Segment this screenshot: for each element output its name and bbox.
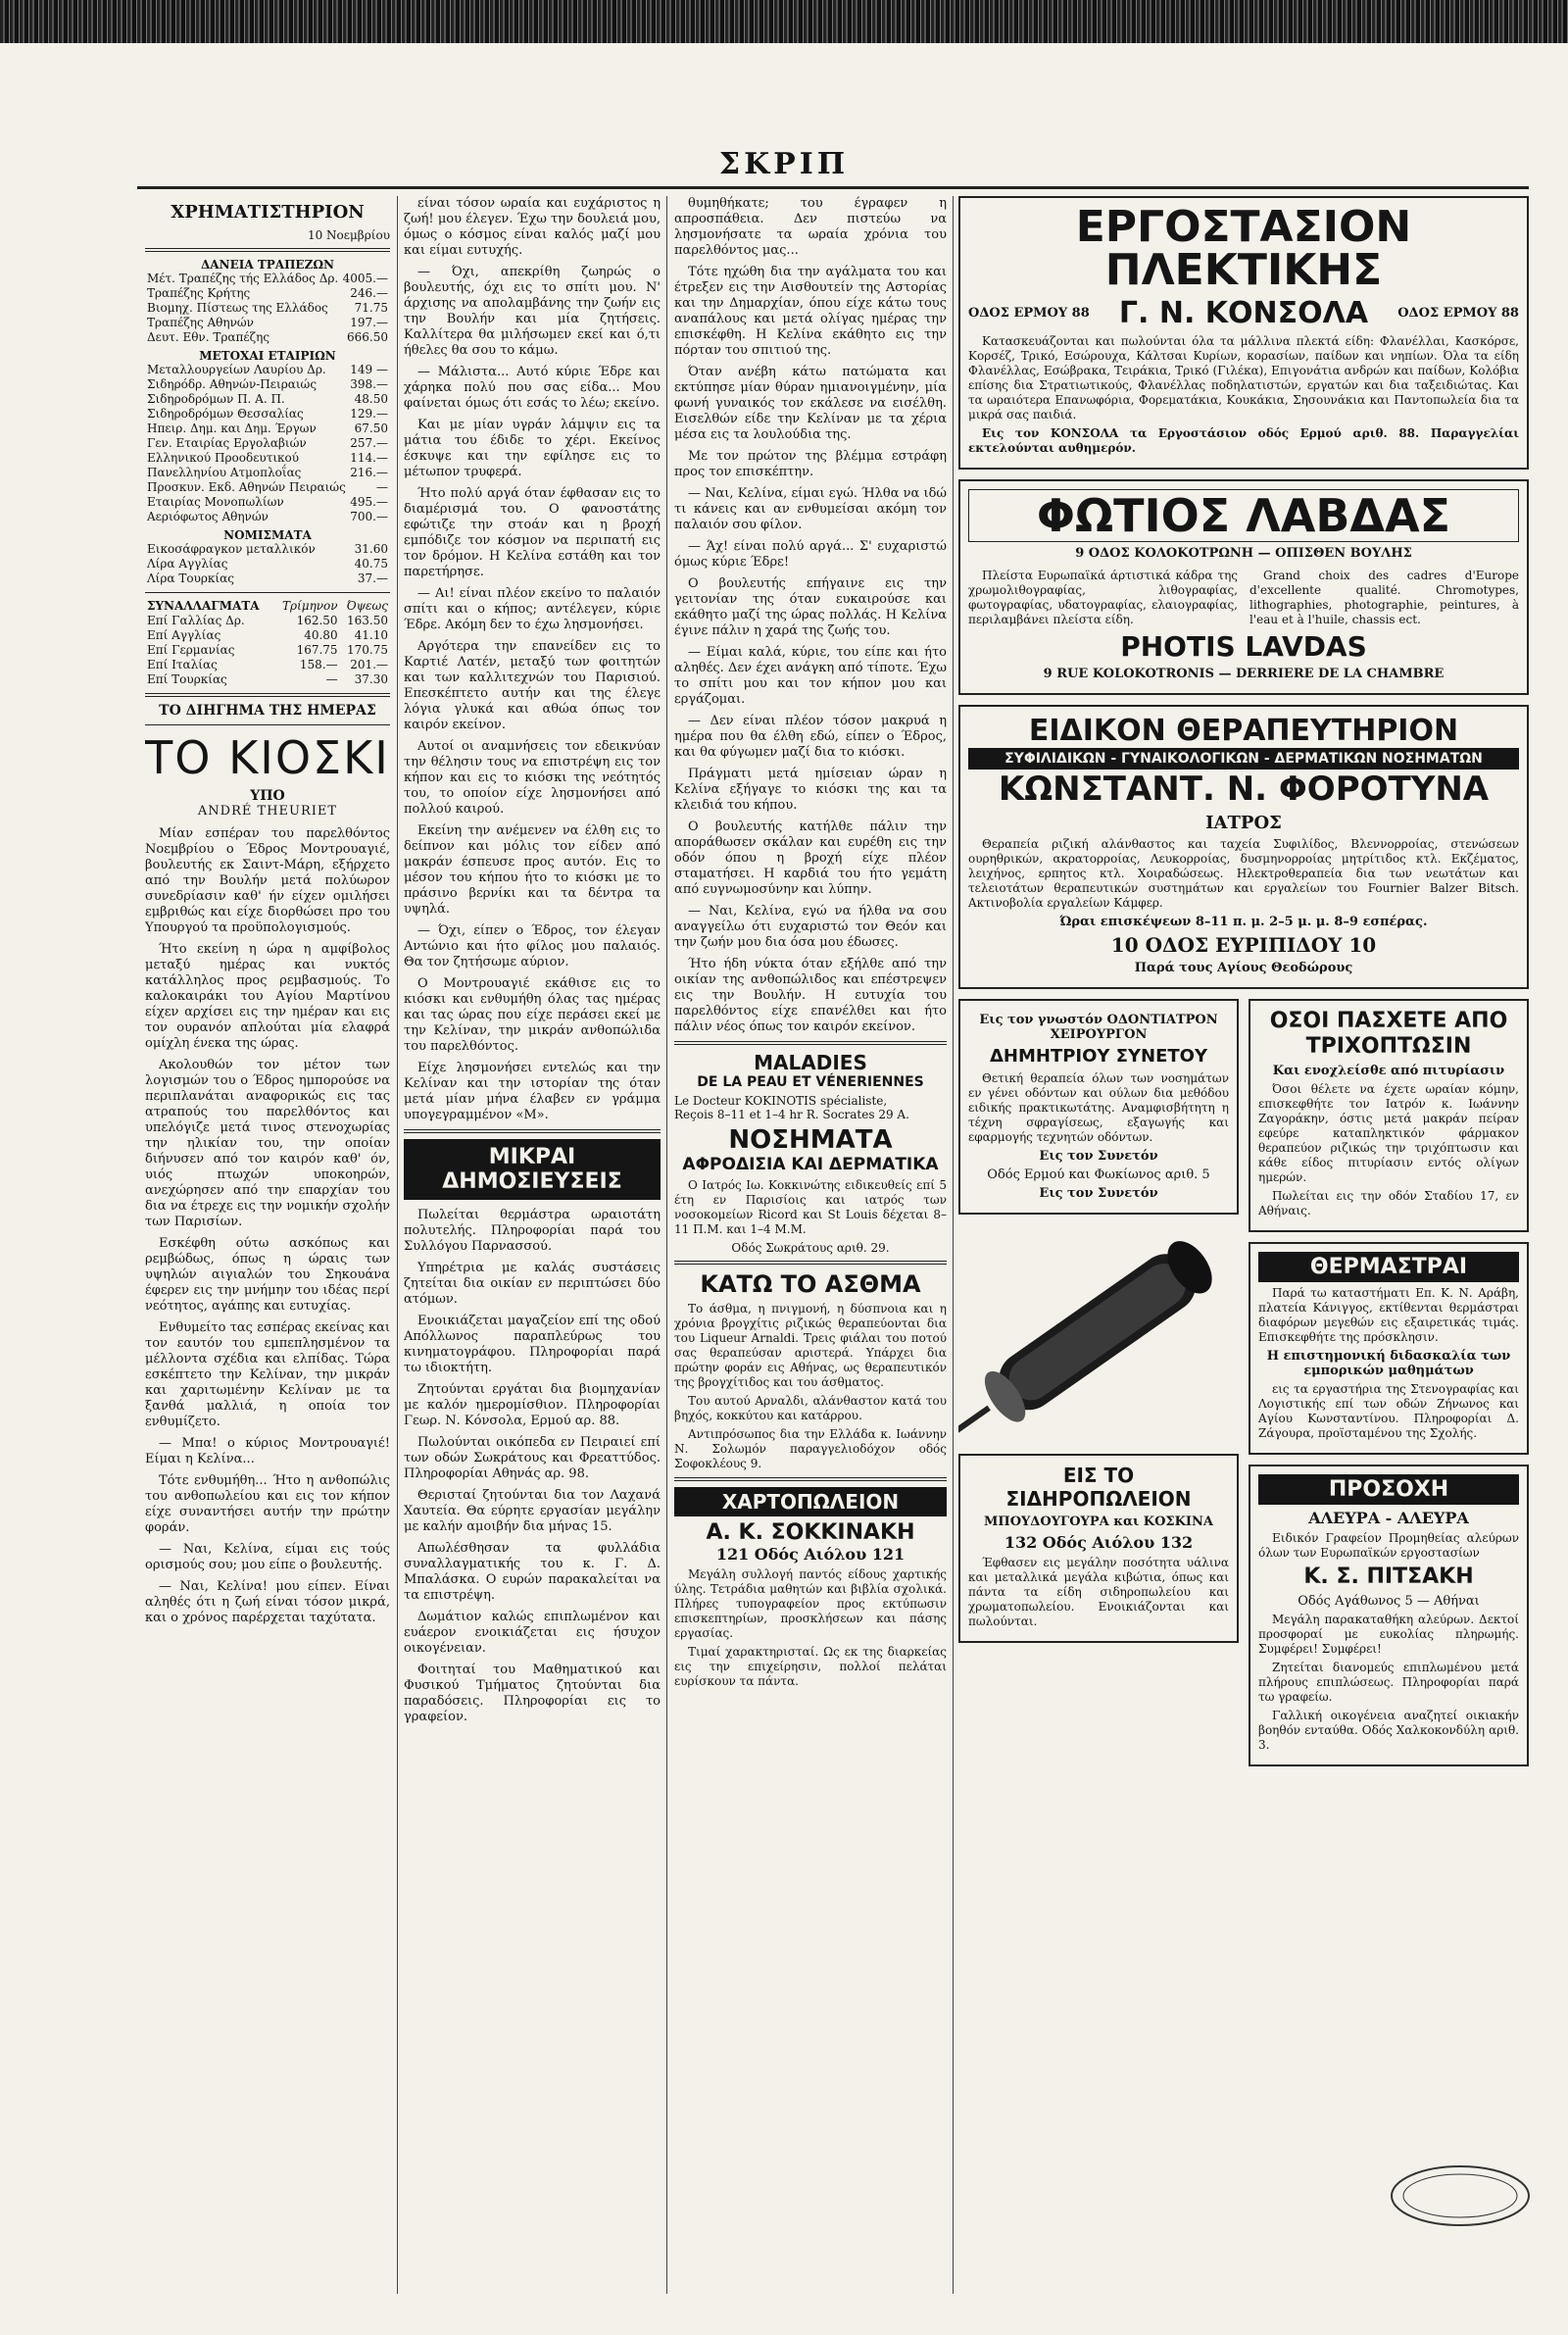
story-paragraph: — Ναι, Κελίνα! μου είπεν. Είναι αληθές ότι η ζωή είναι τόσον μικρά, και ο χρόνος παρέρχεται ταχύτατα. [145,1579,390,1625]
row-label: Γεν. Εταιρίας Εργολαβιών [147,436,307,450]
asthma-dealer: Αντιπρόσωπος δια την Ελλάδα κ. Ιωάννην Ν. Σολωμόν παραγγελιοδόχον οδός Σοφοκλέους 9. [674,1427,947,1470]
flour-line: Ειδικόν Γραφείον Προμηθείας αλεύρων όλων των Ευρωπαϊκών εργοστασίων [1258,1531,1519,1560]
row-value-sight: 37.30 [354,672,388,686]
table-row [145,301,390,316]
table-row [145,658,390,672]
story-paragraph: Και με μίαν υγράν λάμψιν εις τα μάτια του έδιδε το χέρι. Εκείνος έσκυψε και την εφίλησε εις το μέτωπον τρυφερά. [404,418,661,479]
row-value: 666.50 [347,330,388,344]
divider [145,693,390,697]
story-paragraph: Τότε ενθυμήθη... Ήτο η ανθοπώλις του ανθοπωλείου και εις τον κήπον είχε συναντήσει αυτήν την πρώτην φοράν. [145,1473,390,1535]
flour-sub: ΑΛΕΥΡΑ - ΑΛΕΥΡΑ [1308,1509,1469,1527]
row-label: Δευτ. Εθν. Τραπέζης [147,330,270,344]
story-paragraph: — Άχ! είναι πολύ αργά... Σ' ευχαριστώ όμως κύριε Έδρε! [674,539,947,570]
table-row [145,571,390,586]
column-4 [958,196,1529,2304]
trolley-body: Έφθασεν εις μεγάλην ποσότητα υάλινα και μεταλλικά μεγάλα κιβώτια, όπως και πάντα τα είδη σιδηροπωλείου και χρωματοπωλείου. Ενοικιάζονται και πωλούνται. [968,1556,1229,1628]
clinic-hours: Ώραι επισκέψεων 8–11 π. μ. 2–5 μ. μ. 8–9 εσπέρας. [1059,915,1428,929]
flour-extra: Μεγάλη παρακαταθήκη αλεύρων. Δεκτοί προσφοραί με ευκολίας πληρωμής. Συμφέρει! Συμφέρει! [1258,1613,1519,1656]
story-paragraph: Εκείνη την ανέμενεν να έλθη εις το δείπνον και μόλις τον είδεν από μακράν έσπευσε προς αυτόν. Εις το μέσον του κήπου ήτο το κιόσκι με το πράσινο βερνίκι και τα δέντρα τα υψηλά. [404,823,661,917]
divider [404,1129,661,1133]
row-value: 71.75 [354,301,388,315]
shares-heading: ΜΕΤΟΧΑΙ ΕΤΑΙΡΙΩΝ [199,349,336,363]
row-label: Ηπειρ. Δημ. και Δημ. Έργων [147,422,317,435]
row-label: Σιδηρόδρ. Αθηνών-Πειραιώς [147,377,318,391]
row-value-three-month: 158.— [299,658,338,671]
notice-item: Πωλείται θερμάστρα ωραιοτάτη πολυτελής. Πληροφορίαι παρά του Συλλόγου Παρνασσού. [404,1208,661,1254]
row-value-sight: 163.50 [347,614,388,627]
notice-item: Θερισταί ζητούνται δια τον Λαχανά Χαυτεία. Θα εύρητε εργασίαν μεγάλην με καλήν αμοιβήν δια μήνας 15. [404,1488,661,1534]
frames-address-french: 9 RUE KOLOKOTRONIS — DERRIERE DE LA CHAMBRE [1043,667,1445,681]
divider [145,592,390,593]
table-row [145,480,390,495]
hair-sub: Και ενοχλείσθε από πιτυρίασιν [1272,1064,1505,1078]
column-1 [145,196,390,2304]
divider [145,724,390,725]
story-paragraph: Μίαν εσπέραν του παρελθόντος Νοεμβρίου ο Έδρος Μοντρουαγιέ, βουλευτής εκ Σαιντ-Μάρη, εξήρχετο από την Βουλήν μετά πολύωρον συνεδρίασιν καθ' ήν είχεν ομιλήσει εμβριθώς και είχε διορθώσει προ του Υπουργού τα προϋπολογισμούς. [145,826,390,935]
column-3 [674,196,947,2304]
paper-body: Μεγάλη συλλογή παντός είδους χαρτικής ύλης. Τετράδια μαθητών και βιβλία σχολικά. Πλήρες τυπογραφείον προς εκτύπωσιν επισκεπτηρίων, προσκλήσεων και πάσης εργασίας. [674,1567,947,1640]
school-title: Η επιστημονική διδασκαλία των εμπορικών μαθημάτων [1266,1349,1511,1378]
clinic-landmark: Παρά τους Αγίους Θεοδώρους [1134,961,1353,975]
story-paragraph: Αργότερα την επανείδεν εις το Καρτιέ Λατέν, μεταξύ των φοιτητών και των καλλιτεχνών του Παρισιού. Επεσκέπτετο αυτήν και της έλεγε λόγια γλυκά και αθώα όπως τον καιρόν εκείνον. [404,639,661,732]
frames-text-french: Grand choix des cadres d'Europe d'excellente qualité. Chromotypes, lithographies, photographie, peintures, à l'eau et à l'huile, chassis ect. [1250,569,1519,626]
clinic-address: 10 ΟΔΟΣ ΕΥΡΙΠΙΔΟΥ 10 [1110,933,1377,957]
row-label: Μέτ. Τραπέζης τής Ελλάδος Δρ. [147,272,339,285]
story-paragraph: — Ναι, Κελίνα, είμαι εις τούς ορισμούς σου; μου είπε ο βουλευτής. [145,1542,390,1572]
frames-address: 9 ΟΔΟΣ ΚΟΛΟΚΟΤΡΩΝΗ — ΟΠΙΣΘΕΝ ΒΟΥΛΗΣ [1075,546,1412,561]
row-label: Τραπέζης Αθηνών [147,316,254,329]
table-row [145,495,390,510]
story-paragraph: — Μάλιστα... Αυτό κύριε Έδρε και χάρηκα πολύ που σας είδα... Μου φαίνεται όμως ότι εσάς το λέω; εκείνο. [404,365,661,411]
row-value: 495.— [350,495,388,509]
ad-hair [1249,999,1529,1232]
table-row [145,466,390,480]
asthma-body: Το άσθμα, η πνιγμονή, η δύσπνοια και η χρόνια βρογχίτις ριζικώς θεραπεύονται δια του Liqueur Arnaldi. Τρεις φιάλαι του ποτού σας θεραπεύσαν αριστερά. Υπάρχει δια πρώτην φοράν εις Αθήνας, ως θεραπευτικόν της βρογχίτιδος και του άσθματος. [674,1302,947,1389]
story-continued [404,196,661,1123]
flour-merchant: Κ. Σ. ΠΙΤΣΑΚΗ [1303,1565,1474,1589]
fx-col-three-month: Τρίμηνον [282,599,338,613]
table-row [145,557,390,571]
trolley-address: 132 Οδός Αιόλου 132 [1004,1533,1194,1552]
table-row [145,436,390,451]
ad-clinic [958,705,1529,989]
notice-item: Δωμάτιον καλώς επιπλωμένον και ευάερον ενοικιάζεται εις ήσυχον οικογένειαν. [404,1610,661,1656]
table-row [145,614,390,628]
story-paragraph: — Ναι, Κελίνα, εγώ να ήλθα να σου αναγγείλω ότι ευχαριστώ τον Θεόν και την ζωήν μου δια όσα μου έδωσες. [674,904,947,950]
table-row [145,643,390,658]
row-value-sight: 201.— [350,658,388,671]
divider [674,1041,947,1045]
divider [674,1261,947,1265]
ad-knitwear [958,196,1529,470]
story-paragraph: — Ναι, Κελίνα, είμαι εγώ. Ήλθα να ιδώ τι κάνεις και αν ενθυμείσαι ακόμη τον παλαιόν σου φίλον. [674,486,947,532]
clinic-title: ΕΙΔΙΚΟΝ ΘΕΡΑΠΕΥΤΗΡΙΟΝ [1028,714,1459,748]
row-value: 149 — [350,363,388,376]
story-paragraph: Αυτοί οι αναμνήσεις τον εδεικνύαν την θέλησιν τους να επιστρέψη εις τον κήπον και εις το κιόσκι της νεότητός του, το οποίον είχε λησμονήσει από πολλού καιρού. [404,739,661,817]
knit-body: Κατασκευάζονται και πωλούνται όλα τα μάλλινα πλεκτά είδη: Φλανέλλαι, Κασκόρσε, Κορσέζ, Τρικό, Εσώρουχα, Κάλτσαι Κυρίων, κορασίων, παίδων και νηπίων. Όλα τα είδη Φλανέλλας, Εσώβρακα, Τειράκια, Τρικό (Γιλέκα), Επιγονάτια ανδρών και παίδων, Κολόβια επίσης δια Στρατιωτικούς, Φλανέλλας ποδηλατιστών, εργατών και δια ταξειδιώτας. Και τα ωραιότερα Επανωφόρια, Φορεματάκια, Κουκάκια, Σησουνάκια και Παντοπωλεία δια τα μικρά σας παιδιά. [968,334,1519,422]
fx-table [145,599,390,687]
story-paragraph: Πράγματι μετά ημίσειαν ώραν η Κελίνα εξήγαγε το κιόσκι της και τα κλειδιά του κήπου. [674,767,947,813]
scan-edge [0,0,1568,43]
row-value: 216.— [350,466,388,479]
story-paragraph: Με τον πρώτον της βλέμμα εστράφη προς τον επισκέπτην. [674,449,947,479]
story-paragraph: — Αι! είναι πλέον εκείνο το παλαιόν σπίτι και ο κήπος; αντέλεγεν, κύριε Έδρε. Ακόμη δεν το έχω λησμονήσει. [404,586,661,632]
ad-trolley [958,1454,1239,1643]
table-row [145,510,390,524]
row-label: Σιδηροδρόμων Π. Α. Π. [147,392,285,406]
hair-title: ΟΣΟΙ ΠΑΣΧΕΤΕ ΑΠΟ ΤΡΙΧΟΠΤΩΣΙΝ [1269,1009,1508,1059]
ad-maladies [674,1051,947,1255]
maladies-doctor: Le Docteur KOKINOTIS spécialiste, [674,1094,888,1108]
story-paragraph: — Είμαι καλά, κύριε, του είπε και ήτο αληθές. Δεν έχει ανάγκη από τίποτε. Έχω το σπίτι μου και τον κήπον μου και εργάζομαι. [674,645,947,707]
row-label: Επί Αγγλίας [147,628,221,642]
column-divider [666,196,667,2294]
column-2 [404,196,661,2304]
paper-title: ΧΑΡΤΟΠΩΛΕΙΟΝ [674,1487,947,1516]
row-value-three-month: 162.50 [296,614,338,627]
page-rule [137,186,1529,189]
table-row [145,330,390,345]
story-paragraph: Όταν ανέβη κάτω πατώματα και εκτύπησε μίαν θύραν ημιανοιγμένην, μία φωνή γυναικός τον εκάλεσε να εισέλθη. Εισελθών είδε την Κελίναν με τα χέρια μέσα εις τα λουλούδια της. [674,365,947,442]
story-paragraph: Εσκέφθη ούτω ασκόπως και ρεμβώδως, όπως η ώραις των υψηλών αιγιαλών του Σηκουάνα έφερεν εις την μνήμην του ιδέας περί νεότητος, αγάπης και ευτυχίας. [145,1236,390,1314]
table-row [145,451,390,466]
knit-title: ΕΡΓΟΣΤΑΣΙΟΝ ΠΛΕΚΤΙΚΗΣ [1075,202,1412,295]
row-label: Ελληνικού Προοδευτικού [147,451,300,465]
clinic-doctor: ΚΩΝΣΤΑΝΤ. Ν. ΦΟΡΟΤΥΝΑ [998,770,1490,809]
row-value: 700.— [350,510,388,523]
table-row [145,377,390,392]
story-paragraph: Τότε ηχώθη δια την αγάλματα του και έτρεξεν εις την Αισθουτείν της Αστορίας και την Δημαρχίαν, όπου είχε κάτω τους αναπάλους και μετά ολίγας ημέρας την επισκέφθη. Η Κελίνα εκάθητο εις την πόρταν του σπιτιού της. [674,265,947,358]
dentist-footer-3: Εις τον Συνετόν [1039,1186,1158,1201]
paper-name: Α. Κ. ΣΟΚΚΙΝΑΚΗ [706,1520,915,1545]
fx-col-sight: Όψεως [346,599,388,613]
row-label: Επί Ιταλίας [147,658,218,671]
row-value-three-month: — [325,672,338,686]
row-value: 246.— [350,286,388,300]
divider [145,248,390,252]
diseases-addr: Οδός Σωκράτους αριθ. 29. [731,1241,890,1255]
asthma-title: ΚΑΤΩ ΤΟ ΑΣΘΜΑ [700,1270,921,1298]
masthead: ΣΚΡΙΠ [718,147,850,181]
table-row [145,542,390,557]
coins-heading: ΝΟΜΙΣΜΑΤΑ [223,528,312,542]
row-value: 37.— [357,571,388,585]
row-label: Σιδηροδρόμων Θεσσαλίας [147,407,304,421]
row-label: Πανελληνίου Ατμοπλοΐας [147,466,302,479]
table-row [145,392,390,407]
story-paragraph: Ακολουθών τον μέτον των λογισμών του ο Έδρος ημπορούσε να περιπλανάται αναφορικώς εις τας ατραπούς του παρελθόντος και υπελόγιζε μετά τινος στενοχωρίας την ηλικίαν του, την οποίαν διήνυσεν από τον καιρόν καθ' όν, υιός πτωχών υποκοηρών, ανεχώρησεν από την επαρχίαν του δια να έτρεχε εις την νομικήν σχολήν των Παρισίων. [145,1058,390,1229]
wanted-notice: Ζητείται διανομεύς επιπλωμένου μετά πλήρους επιπλώσεως. Πληροφορίαι παρά τω γραφείω. [1258,1661,1519,1704]
row-value: 40.75 [354,557,388,571]
table-row [145,628,390,643]
notice-item: Υπηρέτρια με καλάς συστάσεις ζητείται δια οικίαν εν περιπτώσει δύο ατόμων. [404,1261,661,1307]
ad-frames [958,479,1529,695]
story-author: ANDRÉ THEURIET [197,804,338,819]
trolley-illustration [958,1224,1239,1450]
story-ending [674,196,947,1035]
clinic-body: Θεραπεία ριζική αλάνθαστος και ταχεία Συφιλίδος, Βλεννορροίας, στενώσεων ουρηθρικών, ακρατορροίας, Λευκορροίας, δυσμηνορροίας μητρίτιδος κτλ. Εκζέματος, λειχήνος, ερπητος κτλ. Χοιραδώσεως. Ηλεκτροθεραπεία δια των νεωτάτων και τελειοτάτων θεραπευτικών συστημάτων και εργαλείων του Fournier Balzer Bitsch. Ακτινοβολία εργαλείων Κάμφερ. [968,837,1519,910]
story-paragraph: Είχε λησμονήσει εντελώς και την Κελίναν και την ιστορίαν της όταν μετά μίαν μήνα έλαβεν εν γράμμα υπογεγραμμένον «Μ». [404,1061,661,1122]
table-row [145,422,390,436]
school-body: εις τα εργαστήρια της Στενογραφίας και Λογιστικής επί των οδών Ζήνωνος και Αγίου Κωνσταντίνου. Πληροφορίαι Δ. Ζάγουρα, προϊσταμένου της Σχολής. [1258,1382,1519,1440]
coins-table [145,542,390,586]
hair-address: Πωλείται εις την οδόν Σταδίου 17, εν Αθήναις. [1258,1189,1519,1217]
row-value: 129.— [350,407,388,421]
row-value: 197.— [350,316,388,329]
row-value: 257.— [350,436,388,450]
row-value: 48.50 [354,392,388,406]
loans-heading: ΔΑΝΕΙΑ ΤΡΑΠΕΖΩΝ [201,258,334,272]
maladies-title: MALADIES [754,1051,867,1074]
stoves-body: Παρά τω καταστήματι Επ. Κ. Ν. Αράβη, πλατεία Κάνιγγος, εκτίθενται θερμάστραι διαφόρων μεγεθών εις εξαιρετικάς τιμάς. Επισκεφθήτε της πρόσκλησιν. [1258,1286,1519,1344]
row-value-sight: 170.75 [347,643,388,657]
table-row [145,672,390,687]
row-label: Προσκυν. Εκδ. Αθηνών Πειραιώς [147,480,346,494]
flour-address: Οδός Αγάθωνος 5 — Αθήναι [1298,1594,1480,1609]
row-value-three-month: 40.80 [304,628,338,642]
paper-extra: Τιμαί χαρακτηρισταί. Ως εκ της διαρκείας εις την επιχείρησιν, πολλοί πελάται ευρίσκουν τα πάντα. [674,1645,947,1688]
row-value: 398.— [350,377,388,391]
row-label: Επί Τουρκίας [147,672,227,686]
story-paragraph: Ήτο ήδη νύκτα όταν εξήλθε από την οικίαν της ανθοπώλιδος και επέστρεψεν εις την Βουλήν. Η ευτυχία του παρελθόντος είχε επανέλθει και ήτο πάλιν νέος όπως τον καιρόν εκείνον. [674,957,947,1034]
dentist-footer-2: Οδός Ερμού και Φωκίωνος αριθ. 5 [987,1168,1210,1182]
dentist-head: Εις τον γνωστόν ΟΔΟΝΤΙΑΤΡΟΝ ΧΕΙΡΟΥΡΓΟΝ [979,1013,1218,1042]
asthma-product: Του αυτού Αρναλδι, αλάνθαστον κατά του βηχός, κοκκύτου και κατάρρου. [674,1394,947,1422]
dentist-body: Θετική θεραπεία όλων των νοσημάτων εν γένει οδόντων και ούλων δια μεθόδου ειδικής πρακτικωτάτης. Αναμφισβήτητη η τέχνη σφραγίσεως, εξαγωγής και εφαρμογής τεχνητών οδόντων. [968,1071,1229,1144]
table-row [145,272,390,286]
story-by: ΥΠΟ [250,788,285,804]
row-value-sight: 41.10 [354,628,388,642]
dentist-footer-1: Εις τον Συνετόν [1039,1149,1158,1164]
notice-item: Φοιτηταί του Μαθηματικού και Φυσικού Τμήματος ζητούνται δια παραδόσεις. Πληροφορίαι εις το γραφείον. [404,1663,661,1724]
flour-title: ΠΡΟΣΟΧΗ [1258,1474,1519,1505]
dentist-name: ΔΗΜΗΤΡΙΟΥ ΣΥΝΕΤΟΥ [989,1046,1208,1067]
table-row [145,407,390,422]
diseases-sub: ΑΦΡΟΔΙΣΙΑ ΚΑΙ ΔΕΡΜΑΤΙΚΑ [682,1155,939,1174]
row-value: 31.60 [354,542,388,556]
story-paragraph: θυμηθήκατε; του έγραφεν η απροσπάθεια. Δεν πιστεύω να λησμονήσατε τα ωραία χρόνια του παρελθόντος μας... [674,196,947,258]
row-label: Βιομηχ. Πίστεως της Ελλάδος [147,301,328,315]
divider [674,1477,947,1481]
knit-owner: Γ. Ν. ΚΟΝΣΟΛΑ [1118,296,1369,330]
ad-flour [1249,1465,1529,1766]
shares-table [145,363,390,524]
story-paragraph: Ο βουλευτής κατήλθε πάλιν την αποράθωσεν σκάλαν και ευρέθη εις την οδόν όπου η βροχή είχε πλέον σταματήσει. Η καρδιά του ήτο γεμάτη από ευγνωμοσύνην και λύπην. [674,820,947,897]
hair-body: Όσοι θέλετε να έχετε ωραίαν κόμην, επισκεφθήτε τον Ιατρόν κ. Ιωάννην Ζαγοράκην, όστις μετά μακράν πείραν εφεύρε καταπληκτικόν φάρμακον θεραπεύον ριζικώς την τριχόπτωσιν και κάθε είδος πιτυρίασιν εντός ολίγων ημερών. [1258,1082,1519,1184]
row-label: Επί Γαλλίας Δρ. [147,614,245,627]
row-label: Λίρα Τουρκίας [147,571,234,585]
knit-address-left: ΟΔΟΣ ΕΡΜΟΥ 88 [968,306,1090,321]
finance-date: 10 Νοεμβρίου [307,228,390,242]
ad-stoves [1249,1242,1529,1455]
ad-asthma [674,1270,947,1471]
frames-title-french: PHOTIS LAVDAS [1120,630,1367,663]
loans-table [145,272,390,345]
notice-item: Ζητούνται εργάται δια βιομηχανίαν με καλόν ημερομίσθιον. Πληροφορίαι Γεωρ. Ν. Κόνσολα, Ερμού αρ. 88. [404,1382,661,1428]
row-value-three-month: 167.75 [296,643,338,657]
family-notice: Γαλλική οικογένεια αναζητεί οικιακήν βοηθόν ενταύθα. Οδός Χαλκοκονδύλη αριθ. 3. [1258,1709,1519,1752]
knit-address-right: ΟΔΟΣ ΕΡΜΟΥ 88 [1397,306,1519,321]
row-value: 114.— [350,451,388,465]
clinic-role: ΙΑΤΡΟΣ [1205,813,1282,833]
story-paragraph: Ο Μοντρουαγιέ εκάθισε εις το κιόσκι και ενθυμήθη όλας τας ημέρας και τας ώρας που είχε περάσει εκεί με την Κελίναν, την μικράν ανθοπώλιδα του παρελθόντος. [404,976,661,1054]
row-label: Λίρα Αγγλίας [147,557,228,571]
story-paragraph: Ήτο εκείνη η ώρα η αμφίβολος μεταξύ ημέρας και νυκτός κατάλληλος προς ρεμβασμούς. Το καλοκαιράκι του Αγίου Μαρτίνου είχεν αρχίσει εις την ημέραν και εις τον ουρανόν απλούται μία ελαφρά ομίχλη ένεκα της ώρας. [145,942,390,1051]
notice-item: Απωλέσθησαν τα φυλλάδια συναλλαγματικής του κ. Γ. Δ. Μπαλάσκα. Ο ευρών παρακαλείται να τα επιστρέψη. [404,1541,661,1603]
notices-list [404,1208,661,1725]
table-row [145,316,390,330]
notice-item: Ενοικιάζεται μαγαζείον επί της οδού Απόλλωνος παραπλεύρως του κινηματογράφου. Πληροφορίαι παρά τω ιδιοκτήτη. [404,1314,661,1375]
maladies-hours: Reçois 8–11 et 1–4 hr R. Socrates 29 A. [674,1108,909,1121]
row-value: 4005.— [342,272,388,285]
finance-heading: ΧΡΗΜΑΤΙΣΤΗΡΙΟΝ [171,202,365,223]
column-divider [397,196,398,2294]
ad-paper [674,1487,947,1689]
frames-text-greek: Πλείστα Ευρωπαϊκά άρτιστικά κάδρα της χρωμολιθογραφίας, λιθογραφίας, φωτογραφίας, υδατογραφίας, ελαιογραφίας, περιλαμβάνει πλείστα είδη. [968,569,1238,626]
diseases-body: Ο Ιατρός Ιω. Κοκκινώτης ειδικευθείς επί 5 έτη εν Παρισίοις και ιατρός των νοσοκομείων Ricord και St Louis δέχεται 8–11 Π.Μ. και 1–4 Μ.Μ. [674,1178,947,1236]
row-label: Εταιρίας Μονοπωλίων [147,495,284,509]
row-label: Αεριόφωτος Αθηνών [147,510,269,523]
trolley-title: ΕΙΣ ΤΟ ΣΙΔΗΡΟΠΩΛΕΙΟΝ [1005,1464,1192,1511]
notice-item: Πωλούνται οικόπεδα εν Πειραιεί επί των οδών Σωκράτους και Φρεαττύδος. Πληροφορίαι Αθηνάς αρ. 98. [404,1435,661,1481]
story-paragraph: — Δεν είναι πλέον τόσον μακρυά η ημέρα που θα έλθη εδώ, είπεν ο Έδρος, και θα φύγωμεν μαζί δια το κιόσκι. [674,714,947,760]
table-row [145,286,390,301]
story-paragraph: είναι τόσον ωραία και ευχάριστος η ζωή! μου έλεγεν. Έχω την δουλειά μου, όμως ο κόσμος είναι καλός μαζί μου και είμαι ευτυχής. [404,196,661,258]
row-label: Μεταλλουργείων Λαυρίου Δρ. [147,363,326,376]
trolley-sub: ΜΠΟΥΔΟΥΓΟΥΡΑ και ΚΟΣΚΙΝΑ [984,1515,1213,1529]
story-paragraph: — Όχι, απεκρίθη ζωηρώς ο βουλευτής, όχι εις το σπίτι μου. Ν' άρχισης να απολαμβάνης την ζωήν εις την Βουλήν και μία ζητήσεις. Καλλίτερα θα μιλήσωμεν εκεί και ό,τι ήθελες θα σου το κάμω. [404,265,661,358]
library-stamp [1387,2161,1534,2230]
row-label: Τραπέζης Κρήτης [147,286,251,300]
row-label: Εικοσάφραγκον μεταλλικόν [147,542,316,556]
row-value: 67.50 [354,422,388,435]
notices-title: ΜΙΚΡΑΙ ΔΗΜΟΣΙΕΥΣΕΙΣ [404,1139,661,1200]
clinic-subtitle: ΣΥΦΙΛΙΔΙΚΩΝ - ΓΥΝΑΙΚΟΛΟΓΙΚΩΝ - ΔΕΡΜΑΤΙΚΩΝ ΝΟΣΗΜΑΤΩΝ [968,748,1519,770]
story-paragraph: — Όχι, είπεν ο Έδρος, τον έλεγαν Αντώνιο και ήτο φίλος μου παλαιός. Θα τον ζητήσωμε αύριον. [404,923,661,969]
knit-footer: Εις τον ΚΟΝΣΟΛΑ τα Εργοστάσιον οδός Ερμού αριθ. 88. Παραγγελίαι εκτελούνται αυθημερόν. [968,426,1519,455]
row-value: — [376,480,388,494]
story-paragraph: Ήτο πολύ αργά όταν έφθασαν εις το διαμέρισμά του. Ο φανοστάτης εφώτιζε την στοάν και η βροχή εμπόδιζε τον κόσμον να περιπατή εις τον δρόμον. Η Κελίνα εστάθη και τον παρετήρησε. [404,486,661,579]
maladies-sub: DE LA PEAU ET VÉNERIENNES [697,1074,924,1090]
table-row [145,363,390,377]
story-title: ΤΟ ΚΙΟΣΚΙ [145,731,390,784]
frames-title: ΦΩΤΙΟΣ ΛΑΒΔΑΣ [968,489,1519,542]
row-label: Επί Γερμανίας [147,643,235,657]
diseases-title: ΝΟΣΗΜΑΤΑ [728,1125,893,1155]
stoves-title: ΘΕΡΜΑΣΤΡΑΙ [1258,1252,1519,1282]
ad-dentist [958,999,1239,1215]
story-paragraph: — Μπα! ο κύριος Μοντρουαγιέ! Είμαι η Κελίνα... [145,1436,390,1466]
fx-heading: ΣΥΝΑΛΛΑΓΜΑΤΑ [147,599,260,613]
story-paragraph: Ενθυμείτο τας εσπέρας εκείνας και τον εαυτόν του εμπεπλησμένον τα μέλλοντα σχέδια και ελπίδας. Τώρα εσκέπτετο την Κελίναν, την μικράν και χαριτωμένην Κελίναν με τα ξανθά μαλλιά, η οποία τον ενθυμίζετο. [145,1320,390,1429]
paper-addr: 121 Οδός Αιόλου 121 [715,1545,906,1564]
story-text [145,826,390,1626]
column-divider [953,196,954,2294]
story-kicker: ΤΟ ΔΙΗΓΗΜΑ ΤΗΣ ΗΜΕΡΑΣ [159,703,376,719]
story-paragraph: Ο βουλευτής επήγαινε εις την γειτονίαν της όταν ευκαιρούσε και εκάθητο μαζί της ώρας πολλάς. Η Κελίνα έγινε πάλιν η χαρά της ζωής του. [674,576,947,638]
